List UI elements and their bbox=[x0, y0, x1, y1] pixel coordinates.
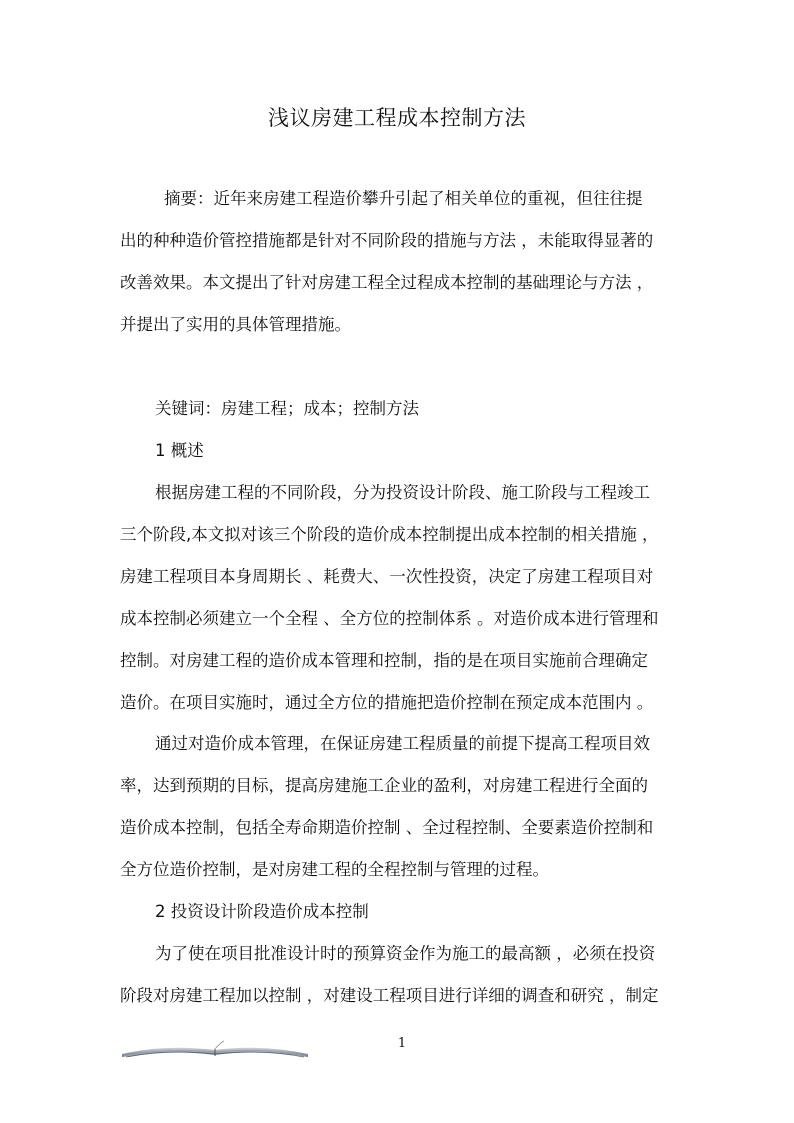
paragraph-line: 成本控制必须建立一个全程 、全方位的控制体系 。对造价成本进行管理和 bbox=[120, 609, 659, 628]
paragraph-line: 为了使在项目批准设计时的预算资金作为施工的最高额 ，必须在投资 bbox=[155, 944, 656, 963]
paragraph-line: 全方位造价控制，是对房建工程的全程控制与管理的过程。 bbox=[120, 860, 549, 879]
paragraph-line: 阶段对房建工程加以控制 ，对建设工程项目进行详细的调查和研究 ，制定 bbox=[120, 986, 659, 1005]
paragraph-line: 根据房建工程的不同阶段，分为投资设计阶段、施工阶段与工程竣工 bbox=[155, 483, 650, 502]
keywords-line: 关键词：房建工程；成本；控制方法 bbox=[155, 399, 419, 418]
paragraph-line: 三个阶段,本文拟对该三个阶段的造价成本控制提出成本控制的相关措施 ， bbox=[120, 525, 659, 544]
paragraph-line: 造价成本控制，包括全寿命期造价控制 、全过程控制、全要素造价控制和 bbox=[120, 818, 654, 837]
paragraph-line: 控制。对房建工程的造价成本管理和控制，指的是在项目实施前合理确定 bbox=[120, 651, 648, 670]
paragraph-line: 率，达到预期的目标，提高房建施工企业的盈利，对房建工程进行全面的 bbox=[120, 776, 648, 795]
page-number: 1 bbox=[397, 1036, 407, 1051]
open-book-icon bbox=[120, 1040, 310, 1060]
abstract-line: 并提出了实用的具体管理措施。 bbox=[120, 315, 351, 334]
paragraph-line: 通过对造价成本管理，在保证房建工程质量的前提下提高工程项目效 bbox=[155, 734, 650, 753]
section-heading: 2 投资设计阶段造价成本控制 bbox=[155, 902, 369, 921]
section-heading: 1 概述 bbox=[155, 441, 204, 460]
paragraph-line: 房建工程项目本身周期长 、耗费大、一次性投资，决定了房建工程项目对 bbox=[120, 567, 654, 586]
abstract-line: 改善效果。本文提出了针对房建工程全过程成本控制的基础理论与方法 ， bbox=[120, 273, 654, 292]
document-title: 浅议房建工程成本控制方法 bbox=[268, 106, 526, 130]
abstract-line: 摘要：近年来房建工程造价攀升引起了相关单位的重视，但往往提 bbox=[164, 189, 643, 208]
paragraph-line: 造价。在项目实施时，通过全方位的措施把造价控制在预定成本范围内 。 bbox=[120, 693, 654, 712]
abstract-line: 出的种种造价管控措施都是针对不同阶段的措施与方法 ，未能取得显著的 bbox=[120, 231, 654, 250]
